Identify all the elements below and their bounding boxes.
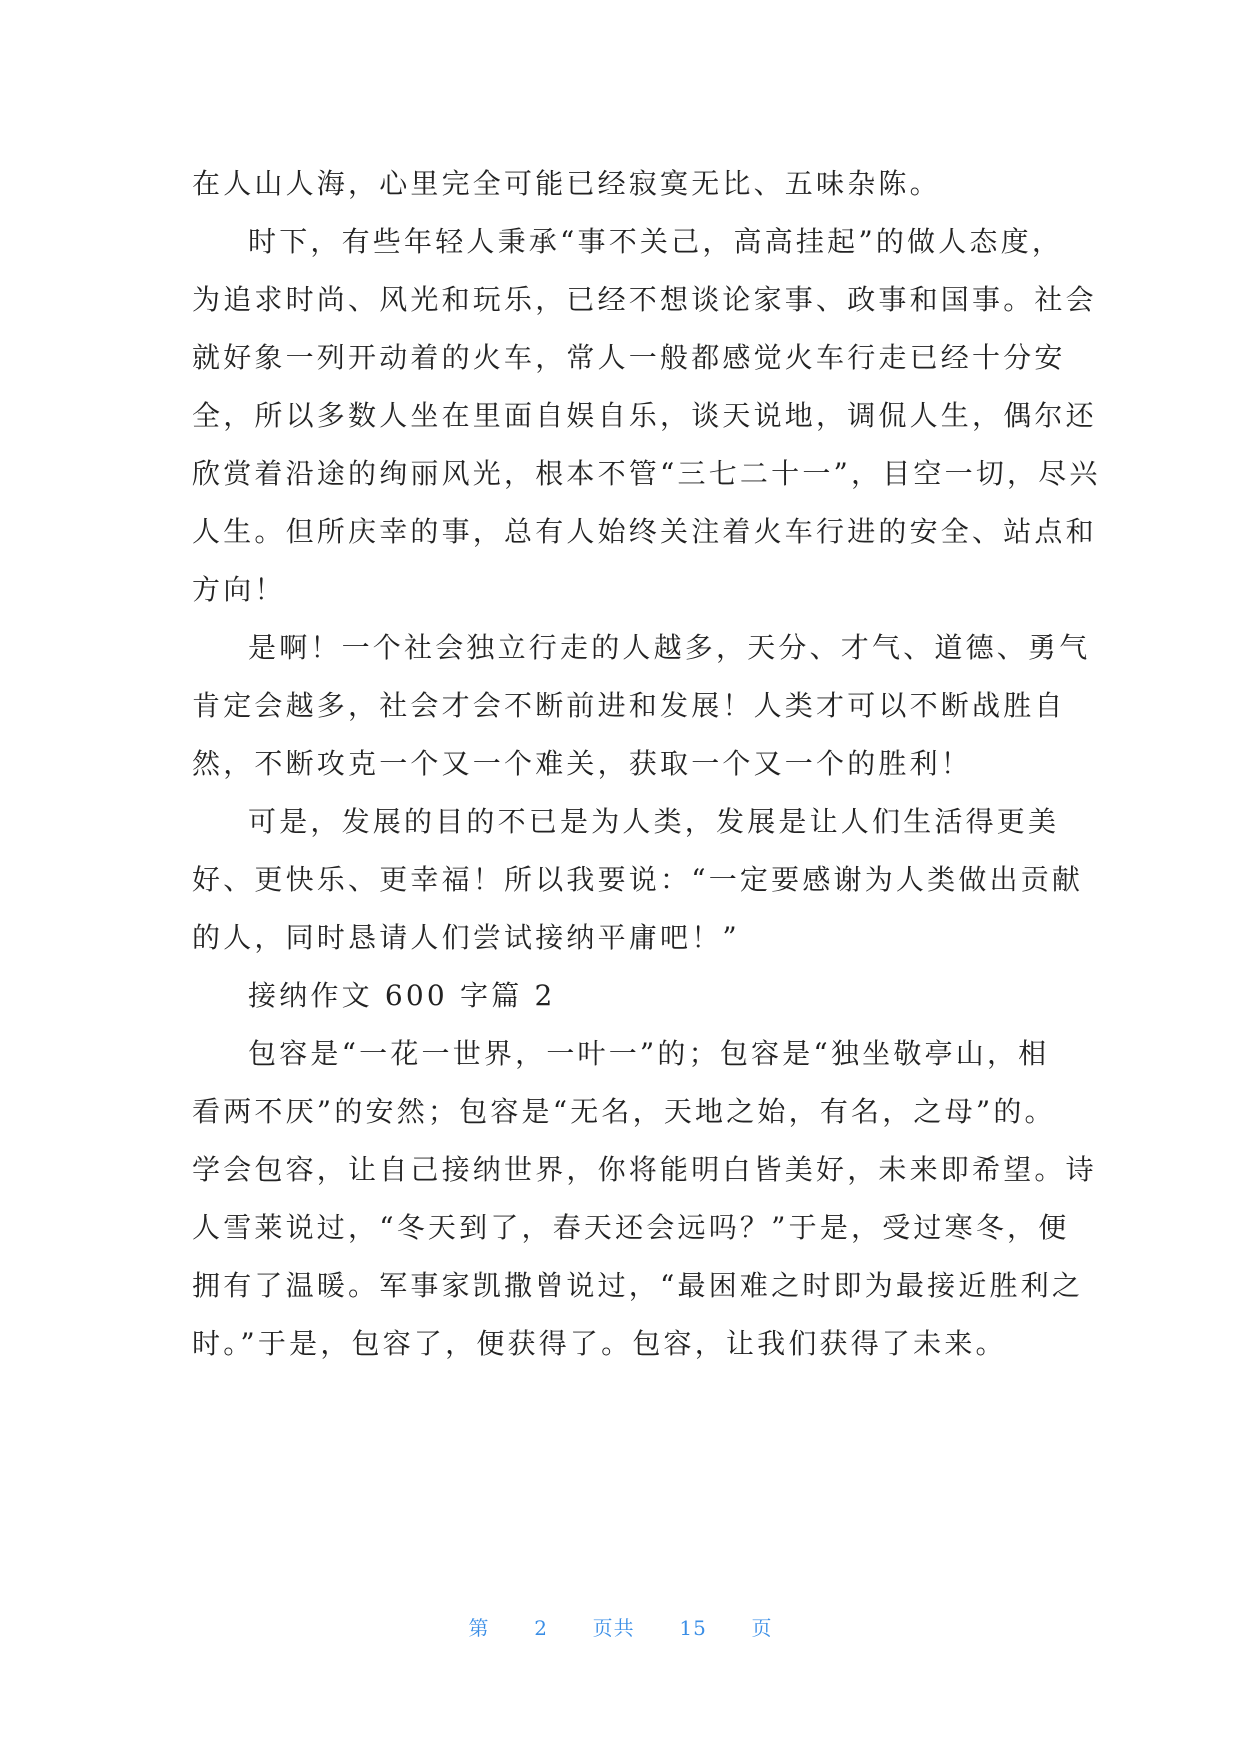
text-line: 欣赏着沿途的绚丽风光，根本不管“三七二十一”，目空一切，尽兴 bbox=[192, 457, 1101, 490]
text-line: 全，所以多数人坐在里面自娱自乐，谈天说地，调侃人生，偶尔还 bbox=[192, 399, 1097, 432]
text-line: 的人，同时恳请人们尝试接纳平庸吧！” bbox=[192, 921, 740, 954]
footer-middle: 页共 bbox=[592, 1616, 635, 1640]
text-line: 方向！ bbox=[192, 573, 286, 606]
current-page-number: 2 bbox=[534, 1616, 548, 1640]
text-line: 看两不厌”的安然；包容是“无名，天地之始，有名，之母”的。 bbox=[192, 1095, 1056, 1128]
text-line: 时下，有些年轻人秉承“事不关己，高高挂起”的做人态度， bbox=[248, 225, 1064, 258]
text-line: 就好象一列开动着的火车，常人一般都感觉火车行走已经十分安 bbox=[192, 341, 1066, 374]
text-line: 为追求时尚、风光和玩乐，已经不想谈论家事、政事和国事。社会 bbox=[192, 283, 1097, 316]
text-line: 人生。但所庆幸的事，总有人始终关注着火车行进的安全、站点和 bbox=[192, 515, 1097, 548]
footer-prefix: 第 bbox=[468, 1616, 490, 1640]
page-footer bbox=[0, 1612, 1241, 1641]
text-line: 拥有了温暖。军事家凯撒曾说过，“最困难之时即为最接近胜利之 bbox=[192, 1269, 1084, 1302]
text-line: 好、更快乐、更幸福！所以我要说：“一定要感谢为人类做出贡献 bbox=[192, 863, 1084, 896]
text-line: 时。”于是，包容了，便获得了。包容，让我们获得了未来。 bbox=[192, 1327, 1007, 1360]
text-line: 然，不断攻克一个又一个难关，获取一个又一个的胜利！ bbox=[192, 747, 973, 780]
text-line: 包容是“一花一世界，一叶一”的；包容是“独坐敬亭山，相 bbox=[248, 1037, 1050, 1070]
footer-suffix: 页 bbox=[751, 1616, 773, 1640]
text-line: 学会包容，让自己接纳世界，你将能明白皆美好，未来即希望。诗 bbox=[192, 1153, 1097, 1186]
text-line: 在人山人海，心里完全可能已经寂寞无比、五味杂陈。 bbox=[192, 167, 941, 200]
text-line: 可是，发展的目的不已是为人类，发展是让人们生活得更美 bbox=[248, 805, 1060, 838]
text-line: 肯定会越多，社会才会不断前进和发展！人类才可以不断战胜自 bbox=[192, 689, 1066, 722]
text-line: 人雪莱说过，“冬天到了，春天还会远吗？”于是，受过寒冬，便 bbox=[192, 1211, 1070, 1244]
section-heading: 接纳作文 600 字篇 2 bbox=[248, 979, 556, 1012]
text-line: 是啊！一个社会独立行走的人越多，天分、才气、道德、勇气 bbox=[248, 631, 1091, 664]
total-pages-number: 15 bbox=[679, 1616, 707, 1640]
